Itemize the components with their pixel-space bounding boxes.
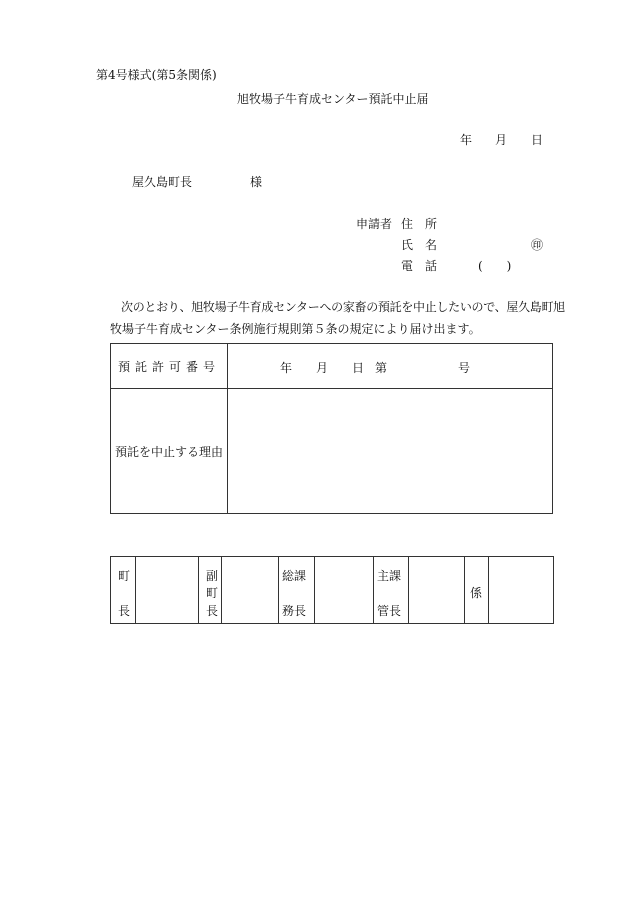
- shukan-top: 主課: [377, 569, 402, 583]
- approval-table: [110, 556, 554, 624]
- form-number: 第4号様式(第5条関係): [96, 68, 217, 82]
- body-line-2: 牧場子牛育成センター条例施行規則第５条の規定により届け出ます。: [110, 322, 481, 336]
- fuku-1: 副: [206, 569, 219, 583]
- approval-kakari-label: [465, 557, 489, 624]
- approval-shukan-stamp[interactable]: [409, 557, 465, 624]
- permit-dai-label: 第: [375, 361, 388, 375]
- approval-fuku-stamp[interactable]: [222, 557, 279, 624]
- permit-number-label: 預託許可番号: [111, 344, 228, 389]
- reason-label: 預託を中止する理由: [111, 389, 228, 514]
- permit-year-label: 年: [280, 361, 293, 375]
- applicant-label: 申請者: [356, 217, 393, 231]
- document-title: 旭牧場子牛育成センター預託中止届: [237, 92, 429, 106]
- approval-cho-stamp[interactable]: [136, 557, 199, 624]
- approval-somu-stamp[interactable]: [315, 557, 374, 624]
- permit-month-label: 月: [316, 361, 329, 375]
- approval-somu-label: [279, 557, 315, 624]
- applicant-address-label: 住 所: [401, 217, 438, 231]
- request-table: [110, 343, 553, 514]
- kakari-label: 係: [470, 586, 483, 600]
- approval-cho-label: [111, 557, 136, 624]
- applicant-name-label: 氏 名: [401, 238, 438, 252]
- applicant-phone-label: 電 話: [401, 259, 438, 273]
- date-month-label: 月: [495, 133, 508, 147]
- date-year-label: 年: [460, 133, 473, 147]
- date-day-label: 日: [531, 133, 544, 147]
- cho-top: 町: [118, 569, 131, 583]
- fuku-3: 長: [206, 604, 219, 618]
- permit-number-value[interactable]: [228, 344, 553, 389]
- addressee-name: 屋久島町長: [132, 175, 193, 189]
- reason-value[interactable]: [228, 389, 553, 514]
- somu-bottom: 務長: [282, 604, 307, 618]
- addressee-honorific: 様: [250, 175, 263, 189]
- permit-day-label: 日: [352, 361, 365, 375]
- shukan-bottom: 管長: [377, 604, 402, 618]
- fuku-2: 町: [206, 586, 219, 600]
- cho-bottom: 長: [118, 604, 131, 618]
- applicant-phone-parens: ( ): [478, 259, 512, 273]
- permit-go-label: 号: [458, 361, 471, 375]
- approval-fuku-label: [199, 557, 222, 624]
- approval-kakari-stamp[interactable]: [489, 557, 554, 624]
- body-line-1: 次のとおり、旭牧場子牛育成センターへの家畜の預託を中止したいので、屋久島町旭: [121, 300, 565, 314]
- somu-top: 総課: [282, 569, 307, 583]
- seal-mark: ㊞: [531, 238, 544, 252]
- approval-shukan-label: [374, 557, 409, 624]
